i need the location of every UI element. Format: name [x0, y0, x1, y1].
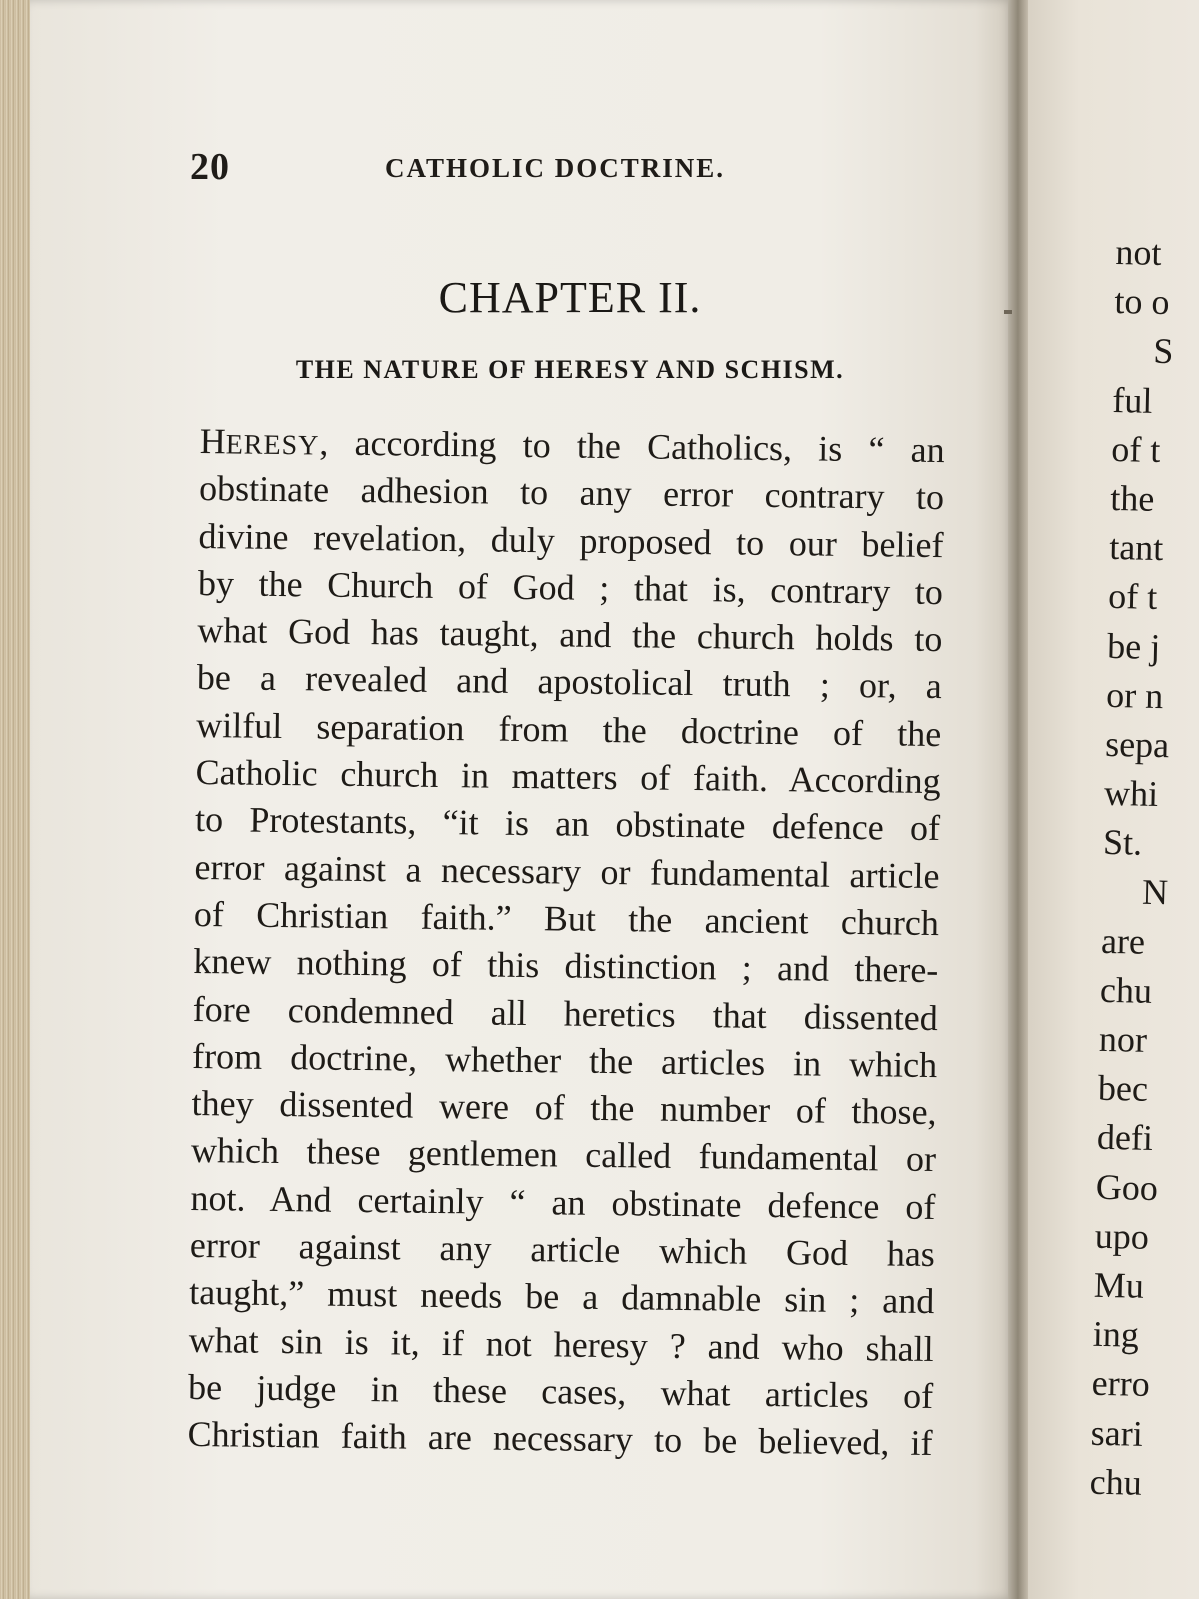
text-line: divine revelation, duly proposed to our belief	[198, 515, 944, 565]
text-line: Catholic church in matters of faith. According	[195, 752, 941, 802]
facing-fragment: upo	[1094, 1215, 1150, 1257]
text-line: wilful separation from the doctrine of the	[196, 704, 942, 754]
facing-fragment: ing	[1092, 1313, 1140, 1355]
text-line: Christian faith are necessary to be believed, if	[187, 1414, 933, 1464]
facing-fragment: nor	[1098, 1018, 1148, 1060]
facing-fragment: St.	[1102, 822, 1143, 863]
facing-fragment: the	[1109, 477, 1155, 519]
facing-fragment: or n	[1105, 674, 1164, 716]
facing-fragment: of t	[1107, 576, 1158, 618]
facing-fragment: tant	[1108, 527, 1164, 569]
facing-fragment: not	[1115, 231, 1162, 273]
text-line: not. And certainly “ an obstinate defence of	[190, 1177, 936, 1227]
text-line: taught,” must needs be a damnable sin ; and	[189, 1272, 935, 1322]
facing-fragment: N	[1141, 872, 1169, 913]
facing-fragment: Mu	[1093, 1264, 1145, 1306]
facing-fragment: whi	[1103, 772, 1159, 815]
text-line: obstinate adhesion to any error contrary to	[198, 468, 945, 518]
facing-fragment: be j	[1106, 625, 1161, 667]
text-line: knew nothing of this distinction ; and there-	[193, 941, 939, 991]
facing-page	[1028, 0, 1199, 1599]
text-line: what God has taught, and the church holds to	[197, 610, 943, 660]
facing-fragment: of t	[1110, 428, 1161, 470]
drop-word-initial: H	[199, 420, 226, 462]
facing-fragment: are	[1100, 920, 1146, 962]
facing-fragment: chu	[1099, 969, 1153, 1011]
page-header	[190, 145, 950, 189]
facing-fragment: Goo	[1095, 1166, 1159, 1208]
facing-fragment: erro	[1091, 1363, 1151, 1405]
facing-fragment: defi	[1096, 1117, 1154, 1159]
facing-fragment: to o	[1114, 281, 1170, 323]
text-line: to Protestants, “it is an obstinate defence of	[194, 799, 941, 849]
text-line: by the Church of God ; that is, contrary to	[197, 562, 944, 612]
text-line-content: , according to the Catholics, is “ an	[319, 422, 945, 471]
text-line: what sin is it, if not heresy ? and who shall	[188, 1319, 934, 1369]
facing-fragment: sari	[1090, 1412, 1144, 1454]
text-line: fore condemned all heretics that dissented	[192, 988, 938, 1038]
text-line: of Christian faith.” But the ancient church	[193, 893, 940, 944]
body-text	[187, 418, 945, 1468]
page-crease	[1004, 310, 1012, 314]
text-line: be judge in these cases, what articles of	[187, 1366, 934, 1416]
book-gutter	[1008, 0, 1030, 1599]
facing-fragment: sepa	[1104, 723, 1170, 766]
text-line: from doctrine, whether the articles in which	[191, 1035, 938, 1085]
drop-word-rest: ERESY	[225, 429, 320, 462]
facing-fragment: S	[1153, 331, 1174, 372]
facing-page-text	[1089, 228, 1182, 1508]
facing-fragment: bec	[1097, 1068, 1149, 1110]
text-line: error against a necessary or fundamental article	[194, 846, 940, 896]
facing-fragment: ful	[1111, 379, 1153, 421]
text-line: which these gentlemen called fundamental or	[190, 1130, 937, 1180]
text-line: they dissented were of the number of those,	[191, 1083, 937, 1133]
facing-fragment: chu	[1089, 1461, 1143, 1503]
section-title: THE NATURE OF HERESY AND SCHISM.	[295, 355, 845, 384]
text-line: be a revealed and apostolical truth ; or, a	[196, 657, 943, 707]
text-line: error against any article which God has	[189, 1224, 936, 1275]
running-head: CATHOLIC DOCTRINE.	[385, 153, 726, 183]
chapter-title: CHAPTER II.	[438, 273, 702, 322]
page-number: 20	[190, 146, 230, 188]
